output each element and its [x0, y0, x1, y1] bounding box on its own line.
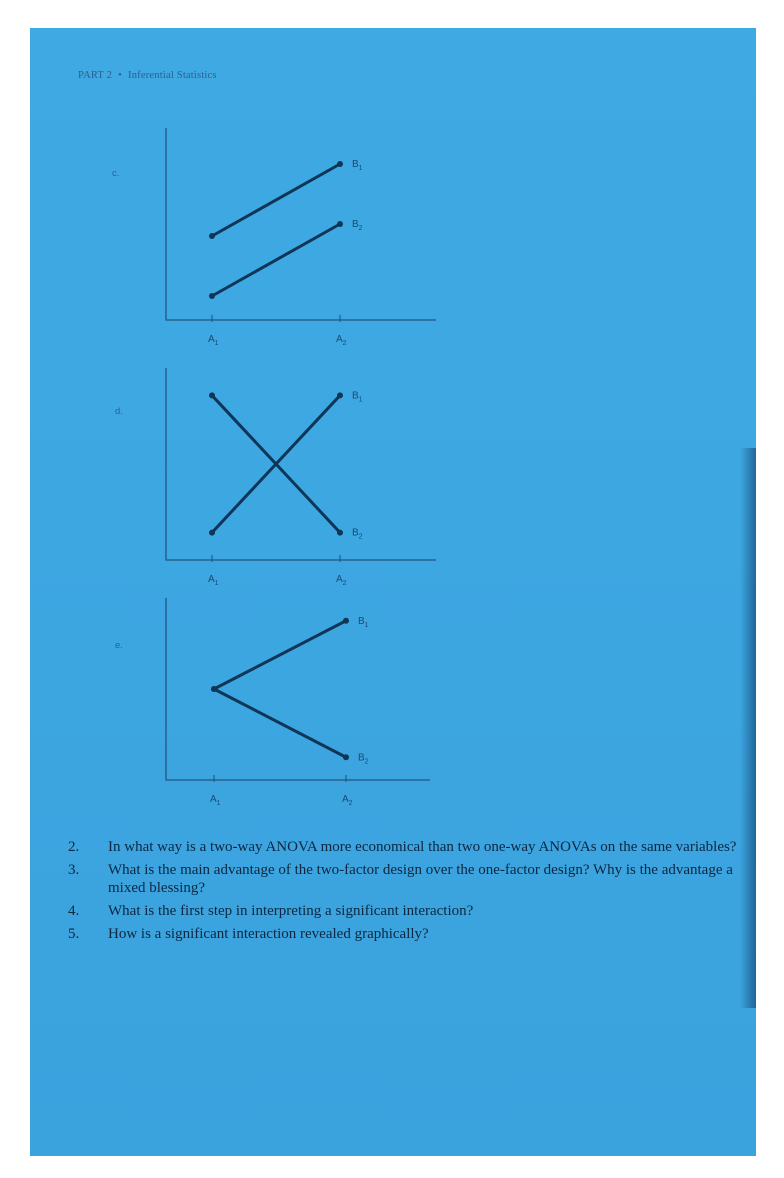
series-line-b1 [212, 164, 340, 236]
question-number: 3. [68, 862, 80, 878]
data-point-b2 [337, 530, 343, 536]
question-item [68, 902, 748, 920]
data-point-b1 [337, 392, 343, 398]
panel-label: e. [115, 640, 123, 651]
x-tick-label: $A_1$ [208, 334, 219, 347]
series-line-b1 [214, 621, 346, 689]
textbook-page [30, 28, 756, 1156]
data-point-b1 [337, 161, 343, 167]
series-label-b2: $B_2$ [352, 219, 363, 232]
question-text: How is a significant interaction revealed graphically? [108, 926, 429, 942]
x-tick-label: $A_2$ [342, 794, 353, 807]
series-label-b1: $B_1$ [358, 615, 369, 629]
x-tick-label: $A_2$ [336, 334, 347, 347]
data-point-b1 [209, 530, 215, 536]
running-head-title: Inferential Statistics [128, 70, 217, 81]
question-number: 2. [68, 839, 80, 855]
question-text: In what way is a two-way ANOVA more economical than two one-way ANOVAs on the same variables? [108, 839, 737, 855]
data-point-b2 [209, 293, 215, 299]
series-line-b2 [214, 689, 346, 757]
question-number: 5. [68, 926, 80, 942]
review-questions [68, 838, 748, 948]
interaction-figures [30, 28, 756, 828]
series-label-b2: $B_2$ [352, 527, 363, 541]
panel-label: c. [112, 168, 120, 179]
axis-lines [166, 598, 430, 780]
data-point-b2 [337, 221, 343, 227]
series-line-b2 [212, 224, 340, 296]
series-label-b1: $B_1$ [352, 159, 363, 172]
series-label-b1: $B_1$ [352, 390, 363, 404]
question-item [68, 838, 748, 856]
axis-lines [166, 368, 436, 560]
question-text: What is the first step in interpreting a significant interaction? [108, 903, 474, 919]
x-tick-label: $A_1$ [210, 794, 221, 807]
question-number: 4. [68, 903, 80, 919]
question-item [68, 861, 748, 897]
data-point-b1 [209, 233, 215, 239]
axis-lines [166, 128, 436, 320]
data-point-b1 [343, 618, 349, 624]
data-point-b2 [209, 392, 215, 398]
x-tick-label: $A_1$ [208, 574, 219, 587]
data-point-b2 [343, 754, 349, 760]
series-label-b2: $B_2$ [358, 752, 369, 766]
x-tick-label: $A_2$ [336, 574, 347, 587]
running-head-bullet: • [118, 70, 123, 81]
data-point-b2 [211, 686, 217, 692]
question-text: What is the main advantage of the two-factor design over the one-factor design? Why is the advantage a mixed blessing? [108, 862, 733, 896]
panel-label: d. [115, 406, 123, 417]
running-head-part: PART 2 [78, 70, 113, 81]
question-item [68, 925, 748, 943]
